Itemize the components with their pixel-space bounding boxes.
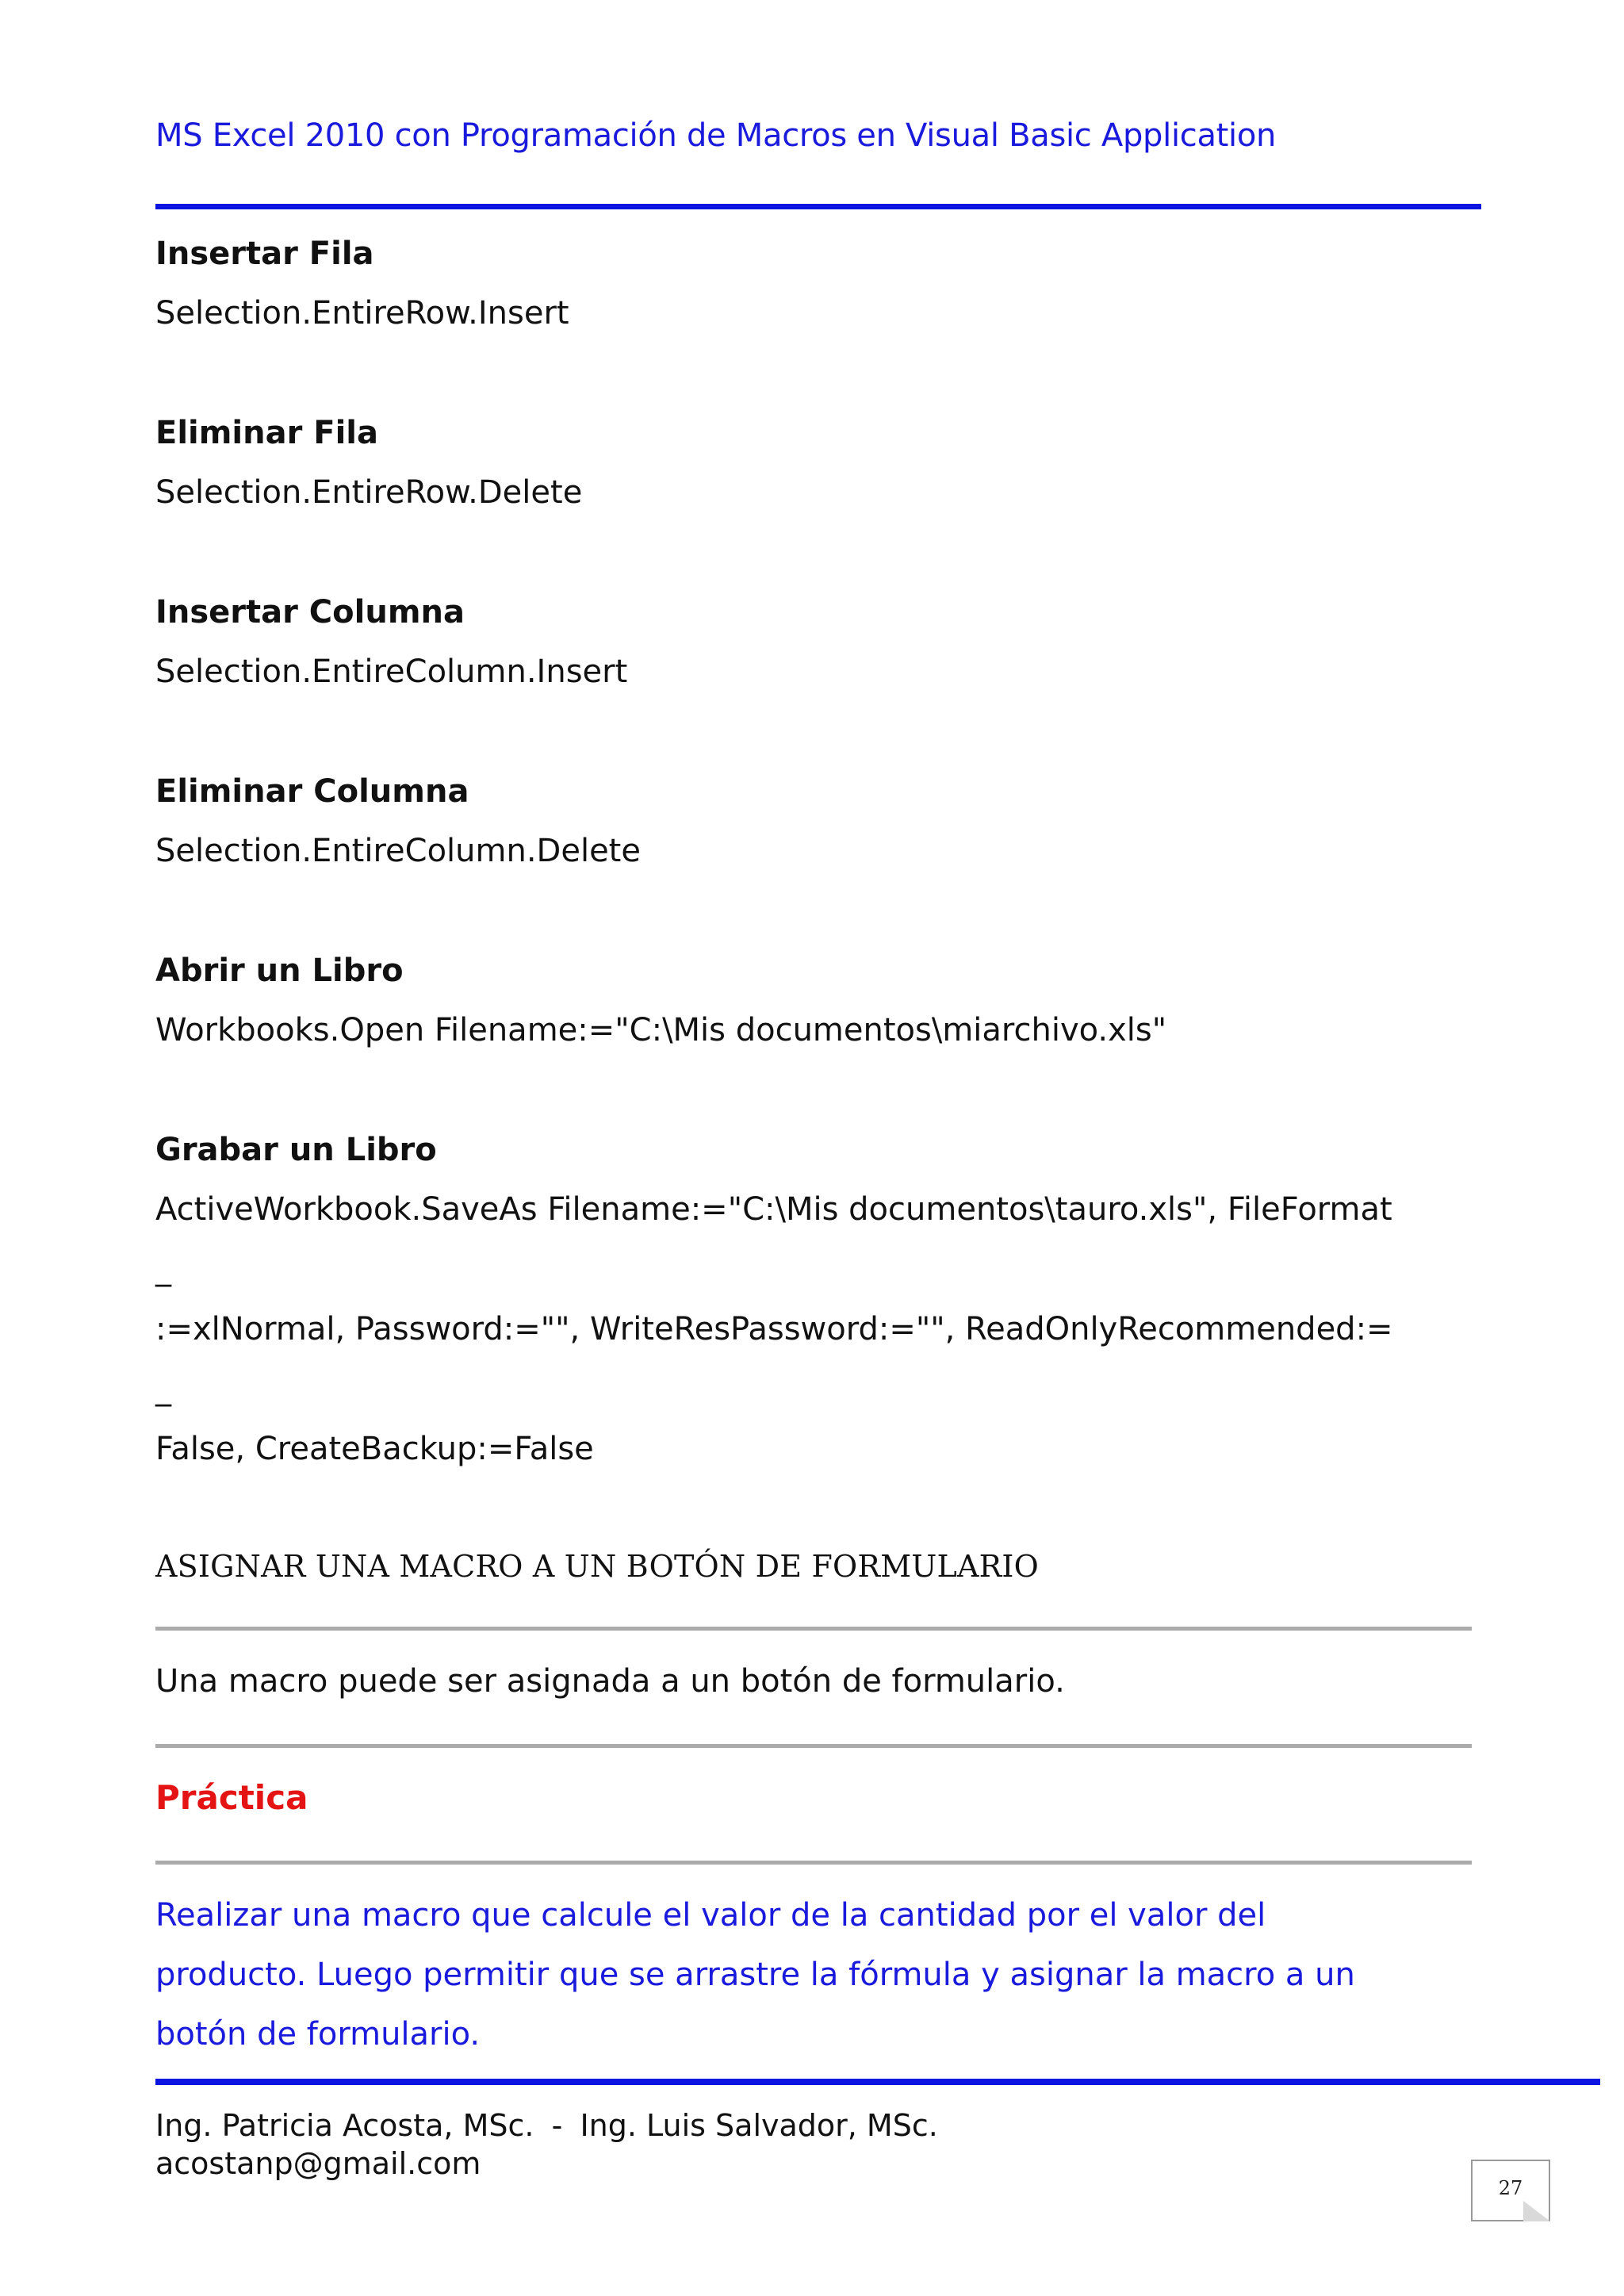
footer-authors (155, 2108, 938, 2143)
practice-line-3: botón de formulario. (155, 2016, 481, 2053)
practice-label: Práctica (155, 1778, 308, 1817)
header-rule (155, 204, 1481, 209)
section-rule-top (155, 1627, 1472, 1631)
footer-author-1: Ing. Patricia Acosta, MSc. (155, 2108, 534, 2143)
practice-rule (155, 1861, 1472, 1865)
running-header: MS Excel 2010 con Programación de Macros en Visual Basic Application (155, 117, 1277, 154)
practice-line-2: producto. Luego permitir que se arrastre la fórmula y asignar la macro a un (155, 1957, 1355, 1993)
page-curl-icon (1523, 2201, 1550, 2221)
code-abrir-libro: Workbooks.Open Filename:="C:\Mis documentos\miarchivo.xls" (155, 1012, 1167, 1048)
code-eliminar-columna: Selection.EntireColumn.Delete (155, 833, 641, 869)
footer-author-2: Ing. Luis Salvador, MSc. (580, 2108, 938, 2143)
section-intro: Una macro puede ser asignada a un botón de formulario. (155, 1663, 1065, 1700)
code-eliminar-fila: Selection.EntireRow.Delete (155, 474, 583, 511)
heading-grabar-libro: Grabar un Libro (155, 1132, 437, 1168)
page-number: 27 (1498, 2177, 1523, 2199)
section-title: ASIGNAR UNA MACRO A UN BOTÓN DE FORMULARIO (155, 1549, 1039, 1584)
code-grabar-libro-line-2: _ (155, 1251, 171, 1287)
code-grabar-libro-line-5: False, CreateBackup:=False (155, 1431, 594, 1467)
section-rule-middle (155, 1744, 1472, 1748)
code-grabar-libro-line-4: _ (155, 1370, 171, 1407)
footer-separator: - (551, 2108, 563, 2143)
code-insertar-columna: Selection.EntireColumn.Insert (155, 654, 628, 690)
heading-eliminar-columna: Eliminar Columna (155, 773, 469, 810)
code-grabar-libro-line-1: ActiveWorkbook.SaveAs Filename:="C:\Mis documentos\tauro.xls", FileFormat (155, 1191, 1392, 1228)
heading-insertar-columna: Insertar Columna (155, 594, 465, 631)
heading-abrir-libro: Abrir un Libro (155, 953, 404, 989)
code-grabar-libro-line-3: :=xlNormal, Password:="", WriteResPassword:="", ReadOnlyRecommended:= (155, 1311, 1393, 1347)
footer-email: acostanp@gmail.com (155, 2146, 481, 2181)
practice-line-1: Realizar una macro que calcule el valor de la cantidad por el valor del (155, 1897, 1266, 1934)
heading-insertar-fila: Insertar Fila (155, 236, 374, 272)
page-number-box (1471, 2160, 1550, 2221)
code-insertar-fila: Selection.EntireRow.Insert (155, 295, 569, 332)
heading-eliminar-fila: Eliminar Fila (155, 415, 378, 451)
footer-rule (155, 2079, 1600, 2085)
